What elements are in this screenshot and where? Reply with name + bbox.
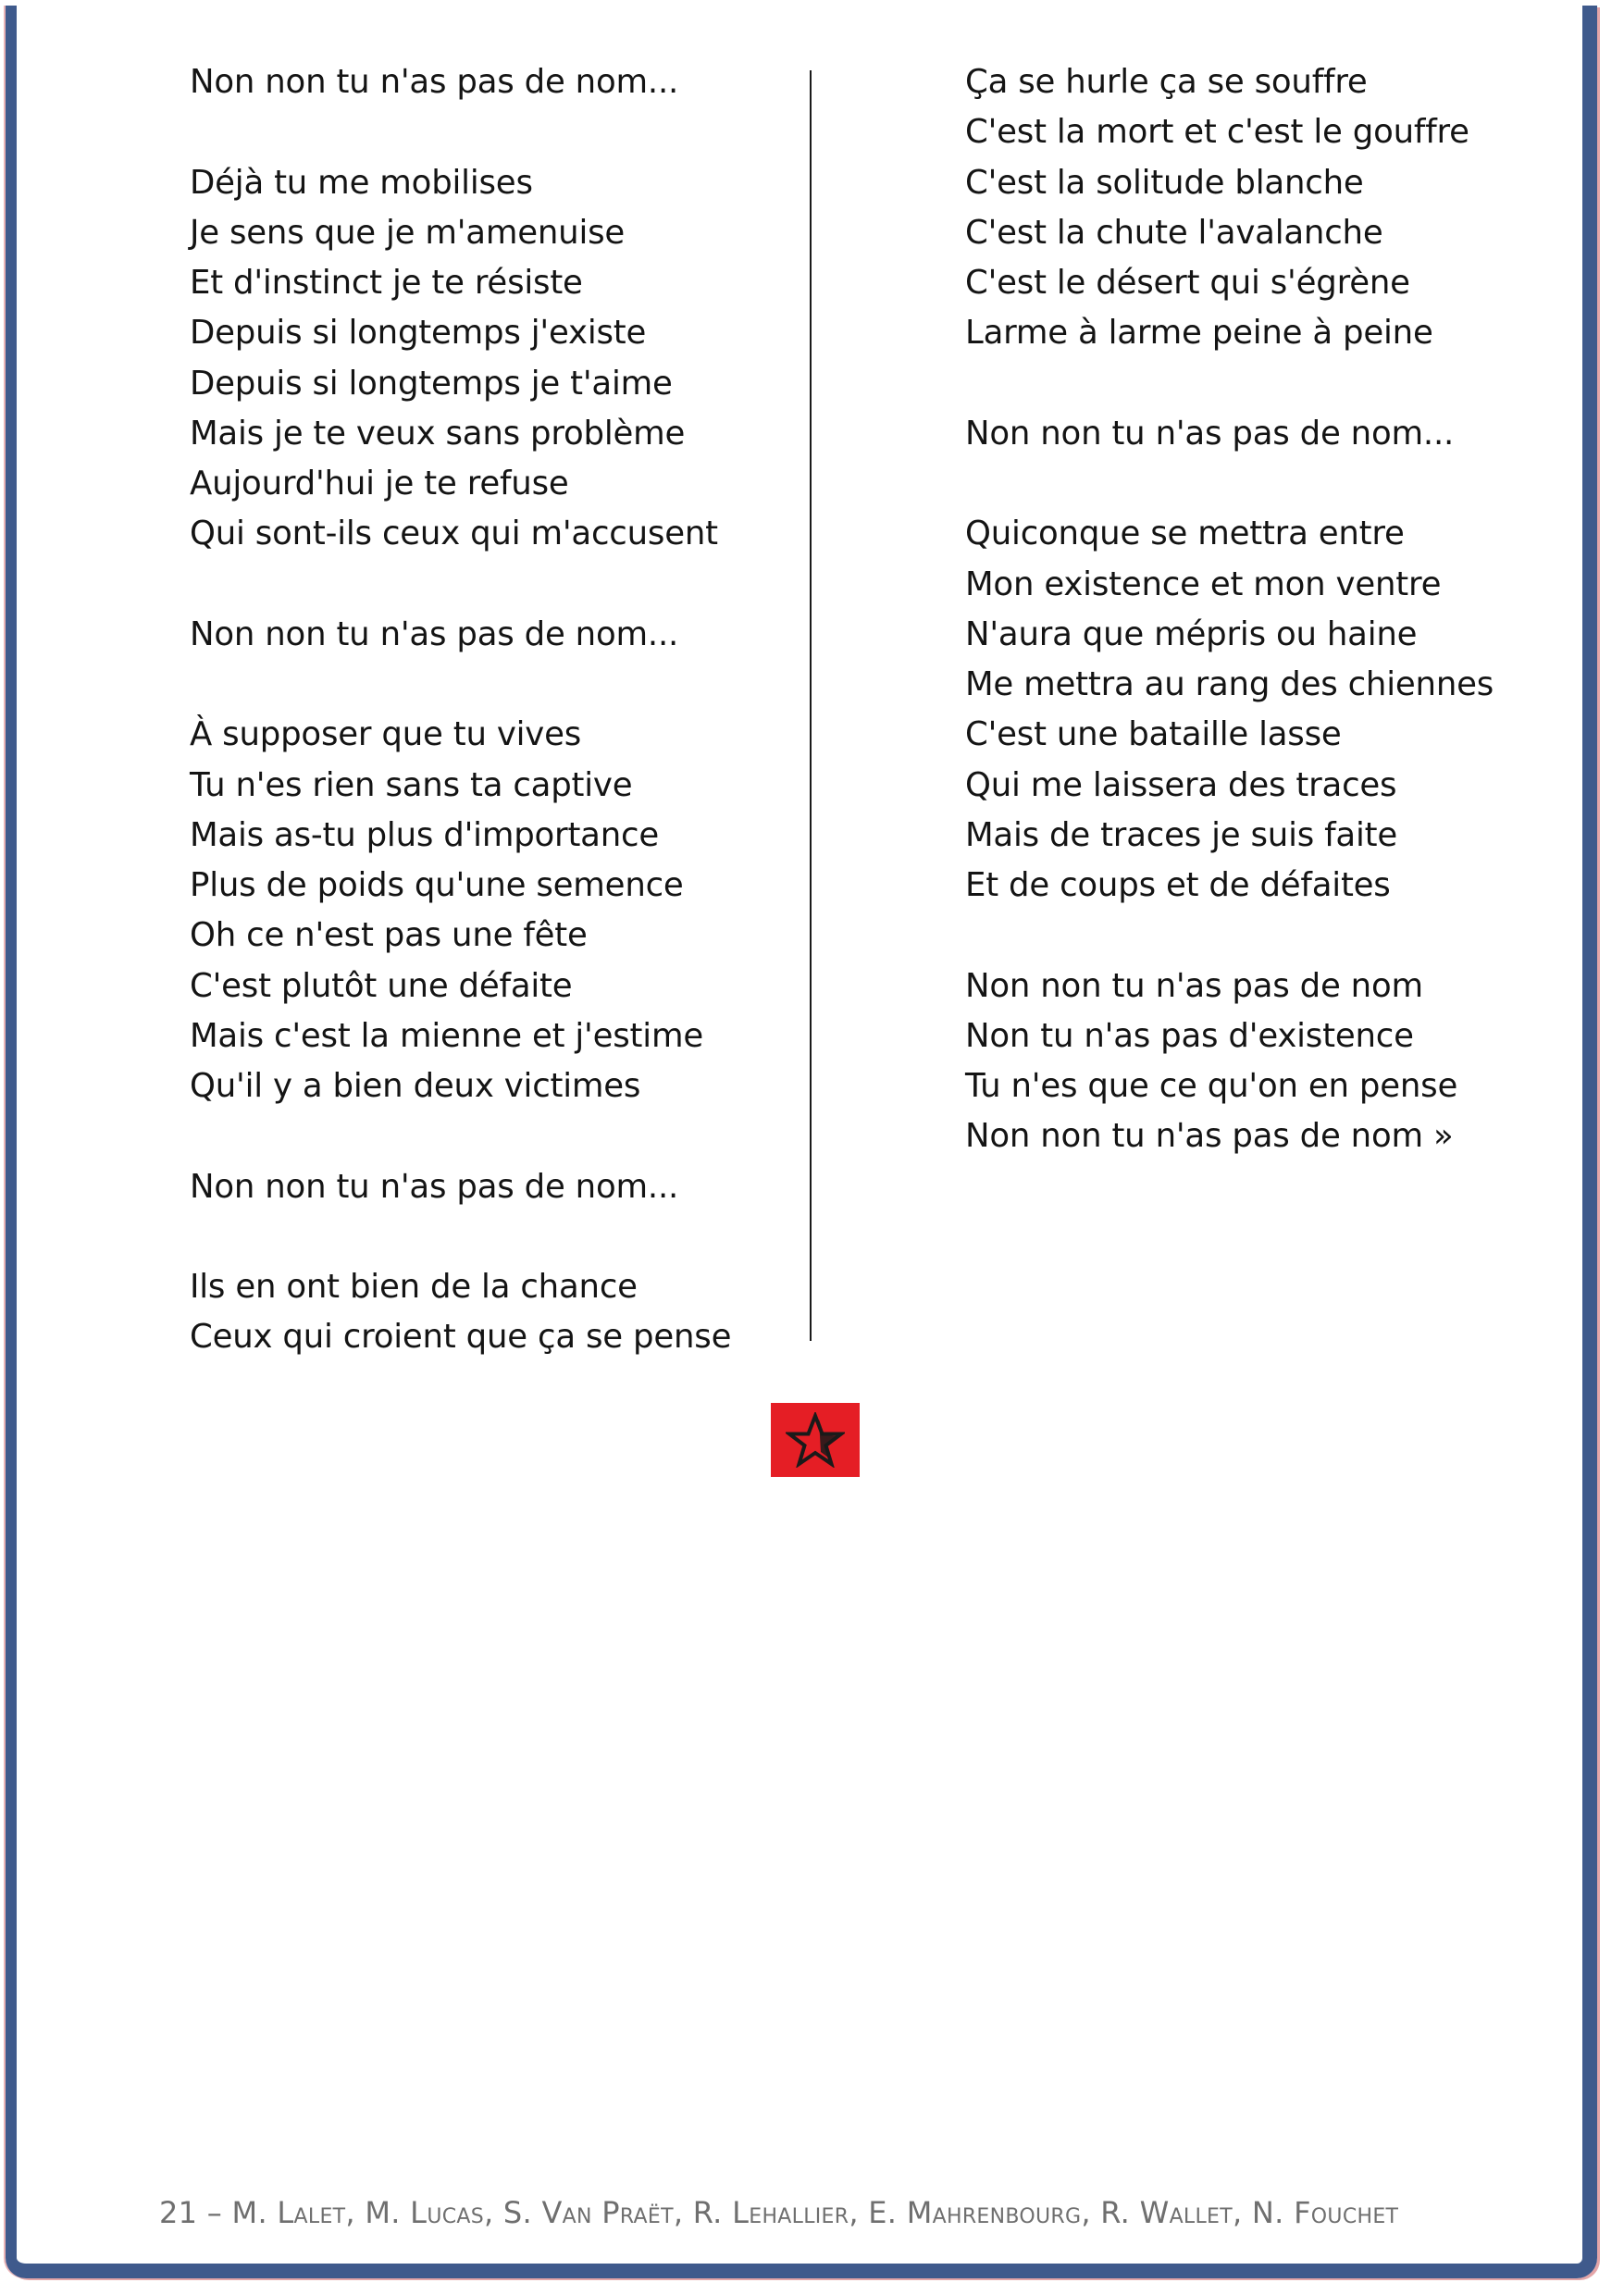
stanza [965,961,1483,1162]
stanza [190,1262,791,1363]
poem-line: Tu n'es rien sans ta captive [190,765,633,804]
poem-line: C'est la chute l'avalanche [965,213,1383,252]
poem-line: Mon existence et mon ventre [965,564,1442,603]
poem-line: Oh ce n'est pas une fête [190,916,588,955]
poem-line: Qui me laissera des traces [965,765,1397,804]
poem-line: Mais de traces je suis faite [965,815,1397,854]
poem-line: C'est le désert qui s'égrène [965,264,1410,302]
poem-line: Me mettra au rang des chiennes [965,665,1494,703]
poem-line: C'est la mort et c'est le gouffre [965,113,1469,152]
stanza [190,1162,791,1212]
poem-line: Non non tu n'as pas de nom... [190,614,679,653]
poem-line: C'est une bataille lasse [965,715,1342,754]
poem-right-column [965,57,1494,1162]
poem-line: Depuis si longtemps j'existe [190,314,647,353]
stanza [190,610,791,660]
poem-line: Non non tu n'as pas de nom [965,966,1423,1005]
poem-line: Non non tu n'as pas de nom » [965,1117,1454,1156]
star-ornament [771,1403,860,1477]
poem-line: Larme à larme peine à peine [965,314,1433,353]
star-icon [786,1412,845,1468]
poem-line: Plus de poids qu'une semence [190,866,684,904]
poem-left-column [190,57,791,1363]
poem-line: Je sens que je m'amenuise [190,213,626,252]
poem-line: Non non tu n'as pas de nom... [190,63,679,101]
poem-line: Déjà tu me mobilises [190,163,533,202]
poem-line: N'aura que mépris ou haine [965,614,1418,653]
poem-line: C'est plutôt une défaite [190,966,573,1005]
stanza [965,57,1483,359]
poem-line: Et d'instinct je te résiste [190,264,583,302]
poem-line: C'est la solitude blanche [965,163,1364,202]
poem-line: Mais je te veux sans problème [190,414,686,453]
poem-line: Ils en ont bien de la chance [190,1268,638,1306]
stanza [190,158,791,560]
poem-line: Mais as-tu plus d'importance [190,815,659,854]
poem-line: Mais c'est la mienne et j'estime [190,1016,703,1055]
poem-line: À supposer que tu vives [190,715,582,754]
stanza [965,509,1494,911]
stanza [965,409,1483,459]
poem-line: Ça se hurle ça se souffre [965,63,1368,101]
poem-line: Qui sont-ils ceux qui m'accusent [190,515,718,553]
poem-line: Quiconque se mettra entre [965,515,1405,553]
poem-line: Aujourd'hui je te refuse [190,465,569,502]
poem-line: Depuis si longtemps je t'aime [190,364,673,403]
poem-line: Qu'il y a bien deux victimes [190,1067,641,1105]
poem-line: Ceux qui croient que ça se pense [190,1318,732,1357]
poem-line: Tu n'es que ce qu'on en pense [965,1067,1458,1105]
column-divider [810,70,812,1341]
poem-line: Non non tu n'as pas de nom... [190,1167,679,1206]
page-footer: 21 – M. Lalet, M. Lucas, S. Van Praët, R. Lehallier, E. Mahrenbourg, R. Wallet, N. Fouchet [159,2195,1399,2230]
poem-line: Non tu n'as pas d'existence [965,1016,1414,1055]
stanza [190,57,791,107]
poem-line: Non non tu n'as pas de nom... [965,414,1455,453]
stanza [190,710,791,1111]
poem-line: Et de coups et de défaites [965,866,1391,904]
